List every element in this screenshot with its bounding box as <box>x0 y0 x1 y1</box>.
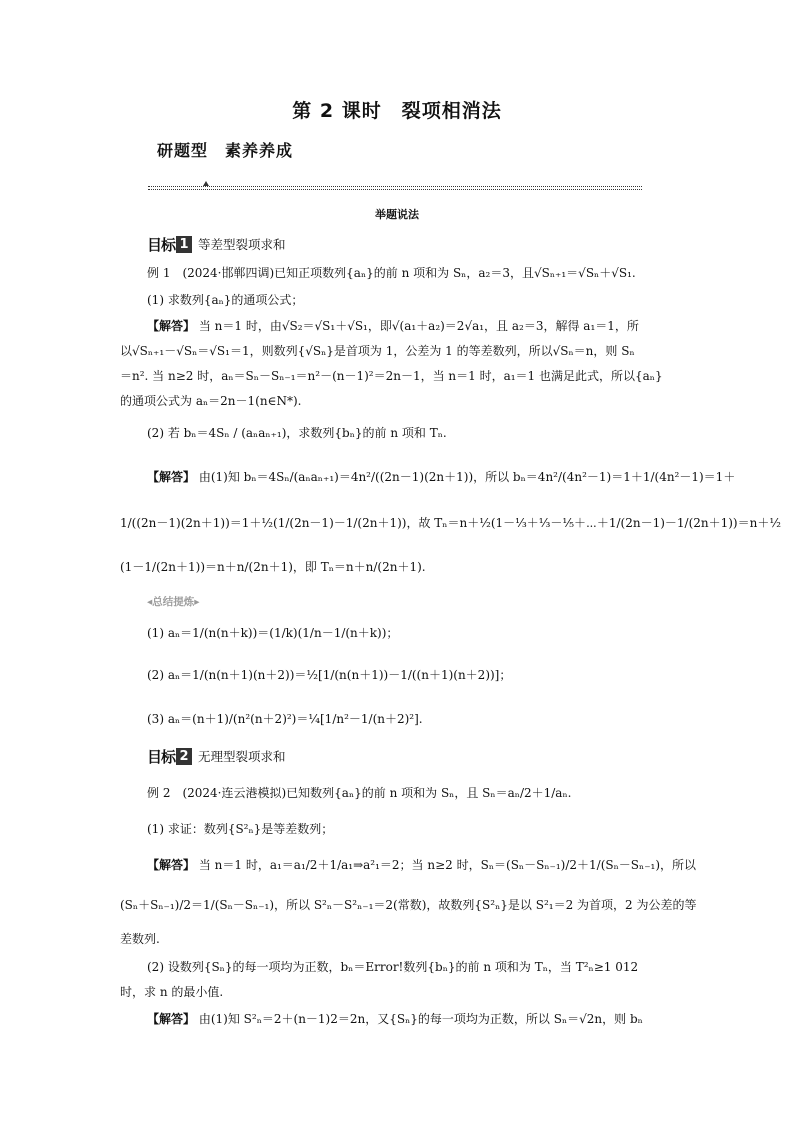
goal-title: 无理型裂项求和 <box>198 749 286 764</box>
goal-badge <box>147 234 192 255</box>
goal-title: 等差型裂项求和 <box>198 237 286 252</box>
example-2-question-2: (2) 设数列{Sₙ}的每一项均为正数，bₙ＝Error!数列{bₙ}的前 n 项和为 Tₙ，当 T²ₙ≥1 012 <box>147 960 639 974</box>
answer-4-line-1 <box>147 1010 703 1028</box>
section-subtitle: 研题型 素养养成 <box>157 141 294 160</box>
answer-text: 由(1)知 bₙ＝4Sₙ/(aₙaₙ₊₁)＝4n²/((2n－1)(2n＋1))，所以 bₙ＝4n²/(4n²－1)＝1＋1/(4n²－1)＝1＋ <box>198 470 736 484</box>
answer-text: 由(1)知 S²ₙ＝2＋(n－1)2＝2n，又{Sₙ}的每一项均为正数，所以 Sₙ＝√2n，则 bₙ <box>198 1012 643 1026</box>
example-2-question-1: (1) 求证：数列{S²ₙ}是等差数列； <box>147 822 334 836</box>
answer-2-line-1 <box>147 468 736 486</box>
answer-2-line-2: 1/((2n－1)(2n＋1))＝1＋½(1/(2n－1)－1/(2n＋1))，故 Tₙ＝n＋½(1－⅓＋⅓－⅕＋⋯＋1/(2n－1)－1/(2n＋1))＝n＋½ <box>120 516 781 530</box>
example-1-stem: 例 1 (2024·邯郸四调)已知正项数列{aₙ}的前 n 项和为 Sₙ，a₂＝3，且√Sₙ₊₁＝√Sₙ＋√S₁. <box>147 266 636 280</box>
goal-badge <box>147 746 192 767</box>
summary-tag: ◂总结提炼▸ <box>147 596 200 608</box>
goal-word: 目标 <box>147 235 176 254</box>
answer-1-line-4: 的通项公式为 aₙ＝2n－1(n∈N*). <box>120 394 302 408</box>
example-1-question-1: (1) 求数列{aₙ}的通项公式； <box>147 293 304 307</box>
answer-1-line-1 <box>147 317 703 335</box>
example-2-stem: 例 2 (2024·连云港模拟)已知数列{aₙ}的前 n 项和为 Sₙ，且 Sₙ＝aₙ/2＋1/aₙ. <box>147 786 572 800</box>
section-label: 举题说法 <box>375 208 419 221</box>
answer-3-line-3: 差数列. <box>120 932 160 946</box>
example-2-question-2-cont: 时，求 n 的最小值. <box>120 985 224 999</box>
divider-line <box>148 189 642 190</box>
answer-label: 【解答】 <box>147 470 196 484</box>
goal-heading-2 <box>147 746 286 766</box>
answer-label: 【解答】 <box>147 319 196 333</box>
answer-3-line-1 <box>147 856 703 874</box>
divider-marker-icon <box>203 181 209 186</box>
summary-formula-2: (2) aₙ＝1/(n(n＋1)(n＋2))＝½[1/(n(n＋1))－1/((n＋1)(n＋2))]； <box>147 668 512 682</box>
example-1-question-2: (2) 若 bₙ＝4Sₙ / (aₙaₙ₊₁)，求数列{bₙ}的前 n 项和 Tₙ. <box>147 426 447 440</box>
answer-text: 当 n＝1 时，由√S₂＝√S₁＋√S₁，即√(a₁＋a₂)＝2√a₁，且 a₂＝3，解得 a₁＝1，所 <box>198 319 639 333</box>
summary-formula-1: (1) aₙ＝1/(n(n＋k))＝(1/k)(1/n－1/(n＋k))； <box>147 626 399 640</box>
answer-1-line-2: 以√Sₙ₊₁－√Sₙ＝√S₁＝1，则数列{√Sₙ}是首项为 1，公差为 1 的等差数列，所以√Sₙ＝n，则 Sₙ <box>120 344 635 358</box>
goal-number: 1 <box>176 236 192 253</box>
answer-label: 【解答】 <box>147 1012 196 1026</box>
divider-line <box>148 186 642 187</box>
goal-heading-1 <box>147 234 286 254</box>
answer-label: 【解答】 <box>147 858 196 872</box>
answer-2-line-3: (1－1/(2n＋1))＝n＋n/(2n＋1)，即 Tₙ＝n＋n/(2n＋1). <box>120 560 426 574</box>
page-title: 第 2 课时 裂项相消法 <box>292 100 502 122</box>
answer-3-line-2: (Sₙ＋Sₙ₋₁)/2＝1/(Sₙ－Sₙ₋₁)，所以 S²ₙ－S²ₙ₋₁＝2(常数)，故数列{S²ₙ}是以 S²₁＝2 为首项，2 为公差的等 <box>120 898 697 912</box>
summary-formula-3: (3) aₙ＝(n＋1)/(n²(n＋2)²)＝¼[1/n²－1/(n＋2)²]. <box>147 712 423 726</box>
goal-word: 目标 <box>147 747 176 766</box>
answer-text: 当 n＝1 时，a₁＝a₁/2＋1/a₁⇒a²₁＝2；当 n≥2 时，Sₙ＝(Sₙ－Sₙ₋₁)/2＋1/(Sₙ－Sₙ₋₁)，所以 <box>198 858 697 872</box>
answer-1-line-3: ＝n². 当 n≥2 时，aₙ＝Sₙ－Sₙ₋₁＝n²－(n－1)²＝2n－1，当 n＝1 时，a₁＝1 也满足此式，所以{aₙ} <box>120 369 663 383</box>
goal-number: 2 <box>176 748 192 765</box>
